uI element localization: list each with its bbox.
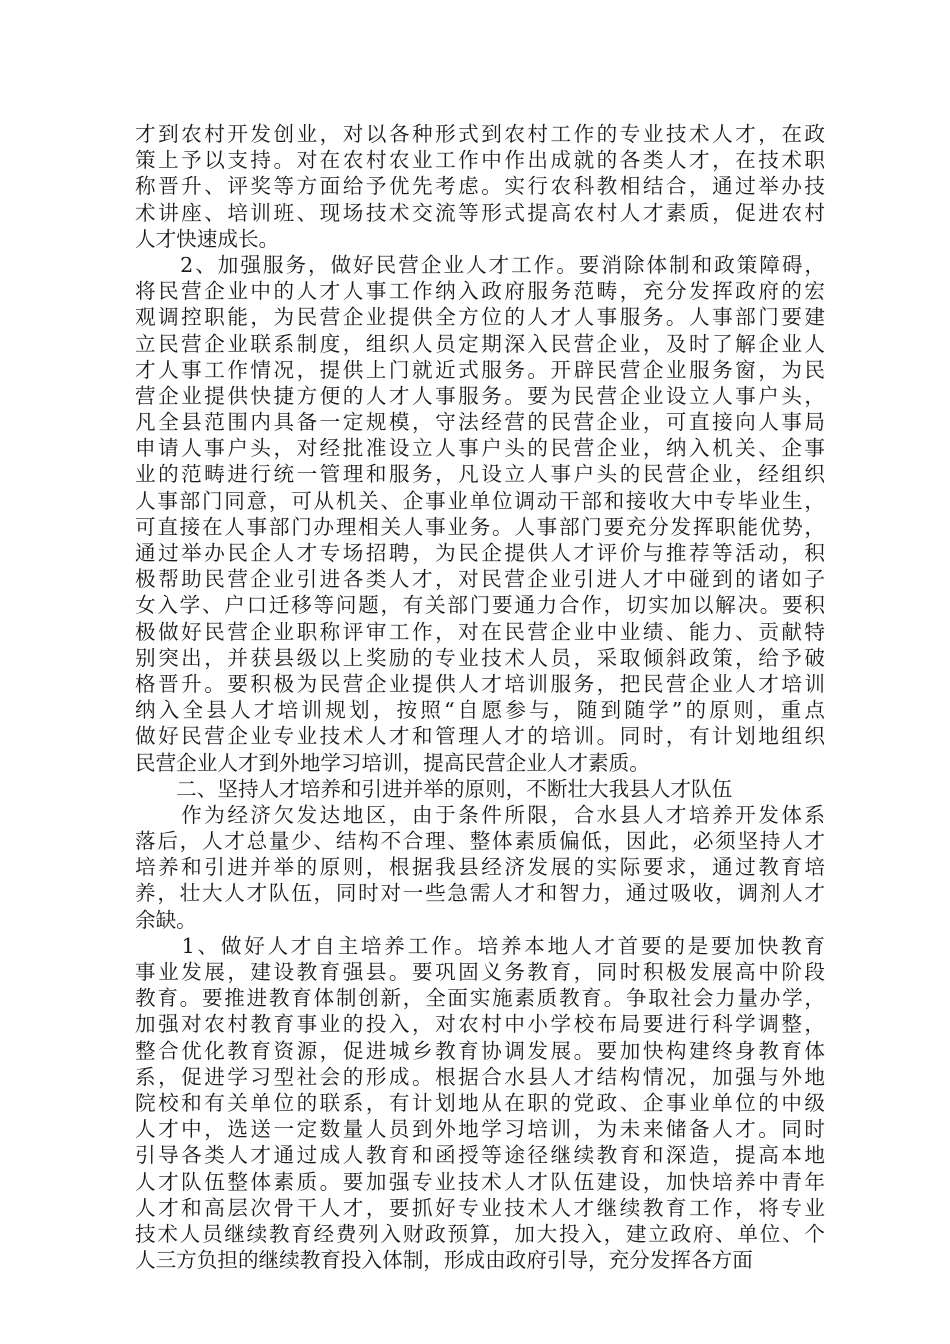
text-line: 将民营企业中的人才人事工作纳入政府服务范畴，充分发挥政府的宏: [135, 279, 825, 304]
text-line: 人三方负担的继续教育投入体制，形成由政府引导，充分发挥各方面: [135, 1248, 753, 1273]
text-line: 纳入全县人才培训规划，按照“自愿参与，随到随学”的原则，重点: [135, 698, 825, 723]
text-line: 观调控职能，为民营企业提供全方位的人才人事服务。人事部门要建: [135, 305, 825, 330]
text-line: 教育。要推进教育体制创新，全面实施素质教育。争取社会力量办学，: [135, 986, 825, 1011]
text-line: 才到农村开发创业，对以各种形式到农村工作的专业技术人才，在政: [135, 122, 825, 146]
text-line: 系，促进学习型社会的形成。根据合水县人才结构情况，加强与外地: [135, 1064, 825, 1089]
text-line: 才人事工作情况，提供上门就近式服务。开辟民营企业服务窗，为民: [135, 357, 825, 382]
text-line: 做好民营企业专业技术人才和管理人才的培训。同时，有计划地组织: [135, 724, 825, 749]
text-line: 院校和有关单位的联系，有计划地从在职的党政、企事业单位的中级: [135, 1090, 825, 1115]
text-line: 凡全县范围内具备一定规模，守法经营的民营企业，可直接向人事局: [135, 410, 825, 435]
text-line: 策上予以支持。对在农村农业工作中作出成就的各类人才，在技术职: [135, 148, 825, 173]
text-line: 余缺。: [135, 907, 197, 932]
text-line: 人才和高层次骨干人才，要抓好专业技术人才继续教育工作，将专业: [135, 1195, 825, 1220]
body-text: [135, 121, 825, 1273]
text-line: 称晋升、评奖等方面给予优先考虑。实行农科教相结合，通过举办技: [135, 174, 825, 199]
text-line: 人事部门同意，可从机关、企事业单位调动干部和接收大中专毕业生，: [135, 488, 825, 513]
text-line: 可直接在人事部门办理相关人事业务。人事部门要充分发挥职能优势，: [135, 514, 825, 539]
text-line: 1、做好人才自主培养工作。培养本地人才首要的是要加快教育: [135, 933, 825, 958]
text-line: 术讲座、培训班、现场技术交流等形式提高农村人才素质，促进农村: [135, 200, 825, 225]
text-line: 别突出，并获县级以上奖励的专业技术人员，采取倾斜政策，给予破: [135, 645, 825, 670]
text-line: 格晋升。要积极为民营企业提供人才培训服务，把民营企业人才培训: [135, 671, 825, 696]
text-line: 二、坚持人才培养和引进并举的原则，不断壮大我县人才队伍: [135, 776, 733, 801]
text-line: 2、加强服务，做好民营企业人才工作。要消除体制和政策障碍，: [135, 252, 825, 277]
text-line: 申请人事户头，对经批准设立人事户头的民营企业，纳入机关、企事: [135, 436, 825, 461]
text-line: 养，壮大人才队伍，同时对一些急需人才和智力，通过吸收，调剂人才: [135, 881, 825, 906]
text-line: 立民营企业联系制度，组织人员定期深入民营企业，及时了解企业人: [135, 331, 825, 356]
text-line: 作为经济欠发达地区，由于条件所限，合水县人才培养开发体系: [135, 802, 825, 827]
text-line: 人才中，选送一定数量人员到外地学习培训，为未来储备人才。同时: [135, 1117, 825, 1142]
text-line: 培养和引进并举的原则，根据我县经济发展的实际要求，通过教育培: [135, 855, 825, 880]
text-line: 整合优化教育资源，促进城乡教育协调发展。要加快构建终身教育体: [135, 1038, 825, 1063]
text-line: 事业发展，建设教育强县。要巩固义务教育，同时积极发展高中阶段: [135, 960, 825, 984]
text-line: 引导各类人才通过成人教育和函授等途径继续教育和深造，提高本地: [135, 1143, 825, 1168]
text-line: 营企业提供快捷方便的人才人事服务。要为民营企业设立人事户头，: [135, 383, 825, 408]
text-line: 业的范畴进行统一管理和服务，凡设立人事户头的民营企业，经组织: [135, 462, 825, 487]
text-line: 女入学、户口迁移等问题，有关部门要通力合作，切实加以解决。要积: [135, 593, 825, 618]
text-line: 技术人员继续教育经费列入财政预算，加大投入，建立政府、单位、个: [135, 1221, 825, 1246]
text-line: 人才队伍整体素质。要加强专业技术人才队伍建设，加快培养中青年: [135, 1169, 825, 1194]
text-line: 极做好民营企业职称评审工作，对在民营企业中业绩、能力、贡献特: [135, 619, 825, 644]
text-line: 落后，人才总量少、结构不合理、整体素质偏低，因此，必须坚持人才: [135, 829, 825, 854]
text-line: 人才快速成长。: [135, 226, 280, 251]
text-line: 通过举办民企人才专场招聘，为民企提供人才评价与推荐等活动，积: [135, 541, 825, 565]
text-line: 极帮助民营企业引进各类人才，对民营企业引进人才中碰到的诸如子: [135, 567, 825, 592]
text-line: 民营企业人才到外地学习培训，提高民营企业人才素质。: [135, 750, 650, 775]
text-line: 加强对农村教育事业的投入，对农村中小学校布局要进行科学调整，: [135, 1012, 825, 1037]
